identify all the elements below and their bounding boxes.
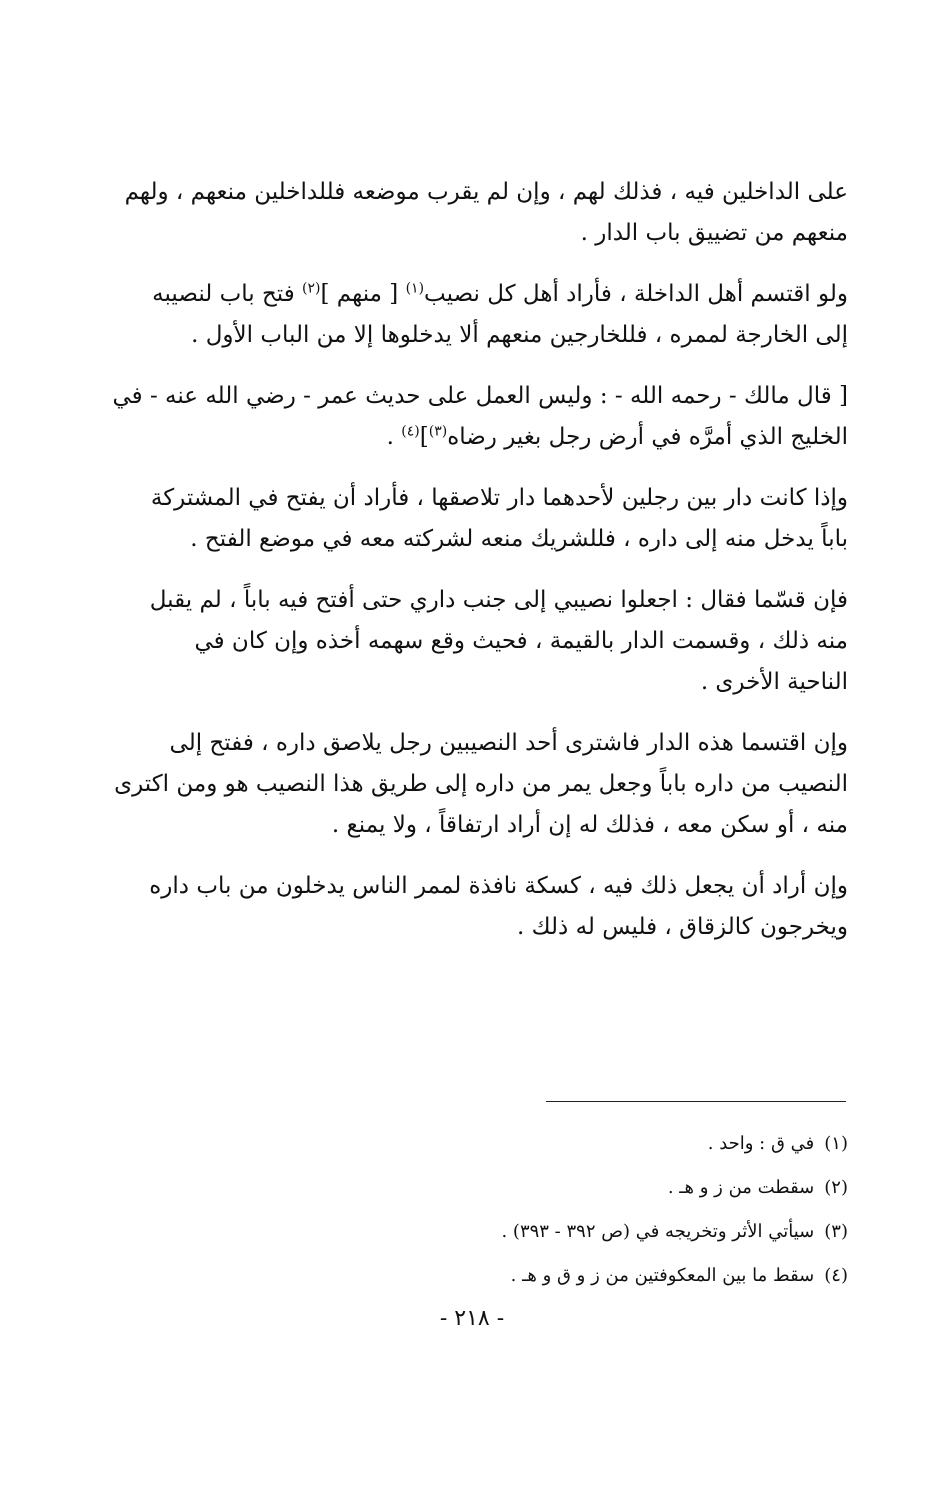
footnote-text: في ق : واحد .	[707, 1133, 815, 1154]
footnote-marker-3: (٣)	[428, 423, 448, 440]
text-line	[62, 274, 848, 315]
text-line: فإن قسّما فقال : اجعلوا نصيبي إلى جنب داري حتى أفتح فيه باباً ، لم يقبل	[149, 587, 848, 613]
text-line	[62, 417, 848, 458]
text-line: ويخرجون كالزقاق ، فليس له ذلك .	[517, 914, 848, 940]
footnote-text: سيأتي الأثر وتخريجه في (ص ٣٩٢ - ٣٩٣) .	[501, 1221, 815, 1242]
footnote-number: (٢)	[824, 1177, 848, 1198]
footnote-number: (١)	[824, 1133, 848, 1154]
paragraph-4	[62, 478, 848, 560]
text-segment: فتح باب لنصيبه	[152, 281, 303, 307]
footnote-1	[62, 1122, 848, 1166]
text-segment: الخليج الذي أمرَّه في أرض رجل بغير رضاه	[447, 424, 848, 450]
footnote-marker-2: (٢)	[302, 280, 321, 297]
footnote-marker-1: (١)	[405, 280, 425, 297]
page-number: - ٢١٨ -	[439, 1306, 505, 1331]
footnote-3	[62, 1210, 848, 1254]
text-segment: .	[386, 424, 402, 450]
text-line: النصيب من داره باباً وجعل يمر من داره إلى طريق هذا النصيب هو ومن اكترى	[114, 771, 848, 797]
paragraph-1	[62, 172, 848, 254]
text-line: وإذا كانت دار بين رجلين لأحدهما دار تلاصقها ، فأراد أن يفتح في المشتركة	[150, 485, 848, 511]
paragraph-7	[62, 866, 848, 948]
text-line: وإن أراد أن يجعل ذلك فيه ، كسكة نافذة لممر الناس يدخلون من باب داره	[149, 873, 848, 899]
text-line: وإن اقتسما هذه الدار فاشترى أحد النصيبين رجل يلاصق داره ، ففتح إلى	[169, 730, 848, 756]
text-line: باباً يدخل منه إلى داره ، فللشريك منعه لشركته معه في موضع الفتح .	[190, 526, 848, 552]
footnote-separator	[546, 1101, 846, 1102]
text-line: منه ، أو سكن معه ، فذلك له إن أراد ارتفاقاً ، ولا يمنع .	[331, 812, 848, 838]
footnote-marker-4: (٤)	[401, 423, 420, 440]
text-line: على الداخلين فيه ، فذلك لهم ، وإن لم يقرب موضعه فللداخلين منعهم ، ولهم	[124, 179, 848, 205]
main-text	[62, 172, 848, 968]
footnote-2	[62, 1166, 848, 1210]
text-line: منه ذلك ، وقسمت الدار بالقيمة ، فحيث وقع سهمه أخذه وإن كان في	[194, 628, 848, 654]
text-segment: [ منهم ]	[320, 281, 406, 307]
text-line: إلى الخارجة لممره ، فللخارجين منعهم ألا يدخلوها إلا من الباب الأول .	[191, 322, 848, 348]
text-line: منعهم من تضييق باب الدار .	[580, 220, 848, 246]
closing-bracket: ]	[419, 424, 429, 450]
footnote-number: (٣)	[824, 1221, 848, 1242]
text-line: الناحية الأخرى .	[700, 669, 848, 695]
text-segment: ولو اقتسم أهل الداخلة ، فأراد أهل كل نصيب	[424, 281, 848, 307]
paragraph-3	[62, 376, 848, 458]
paragraph-2	[62, 274, 848, 356]
footnote-number: (٤)	[824, 1265, 848, 1286]
text-line: [ قال مالك - رحمه الله - : وليس العمل على حديث عمر - رضي الله عنه - في	[112, 383, 848, 409]
footnote-4	[62, 1254, 848, 1298]
footnote-text: سقط ما بين المعكوفتين من ز و ق و هـ .	[510, 1265, 815, 1286]
footnotes	[62, 1122, 848, 1298]
paragraph-6	[62, 723, 848, 846]
footnote-text: سقطت من ز و هـ .	[667, 1177, 815, 1198]
paragraph-5	[62, 580, 848, 703]
